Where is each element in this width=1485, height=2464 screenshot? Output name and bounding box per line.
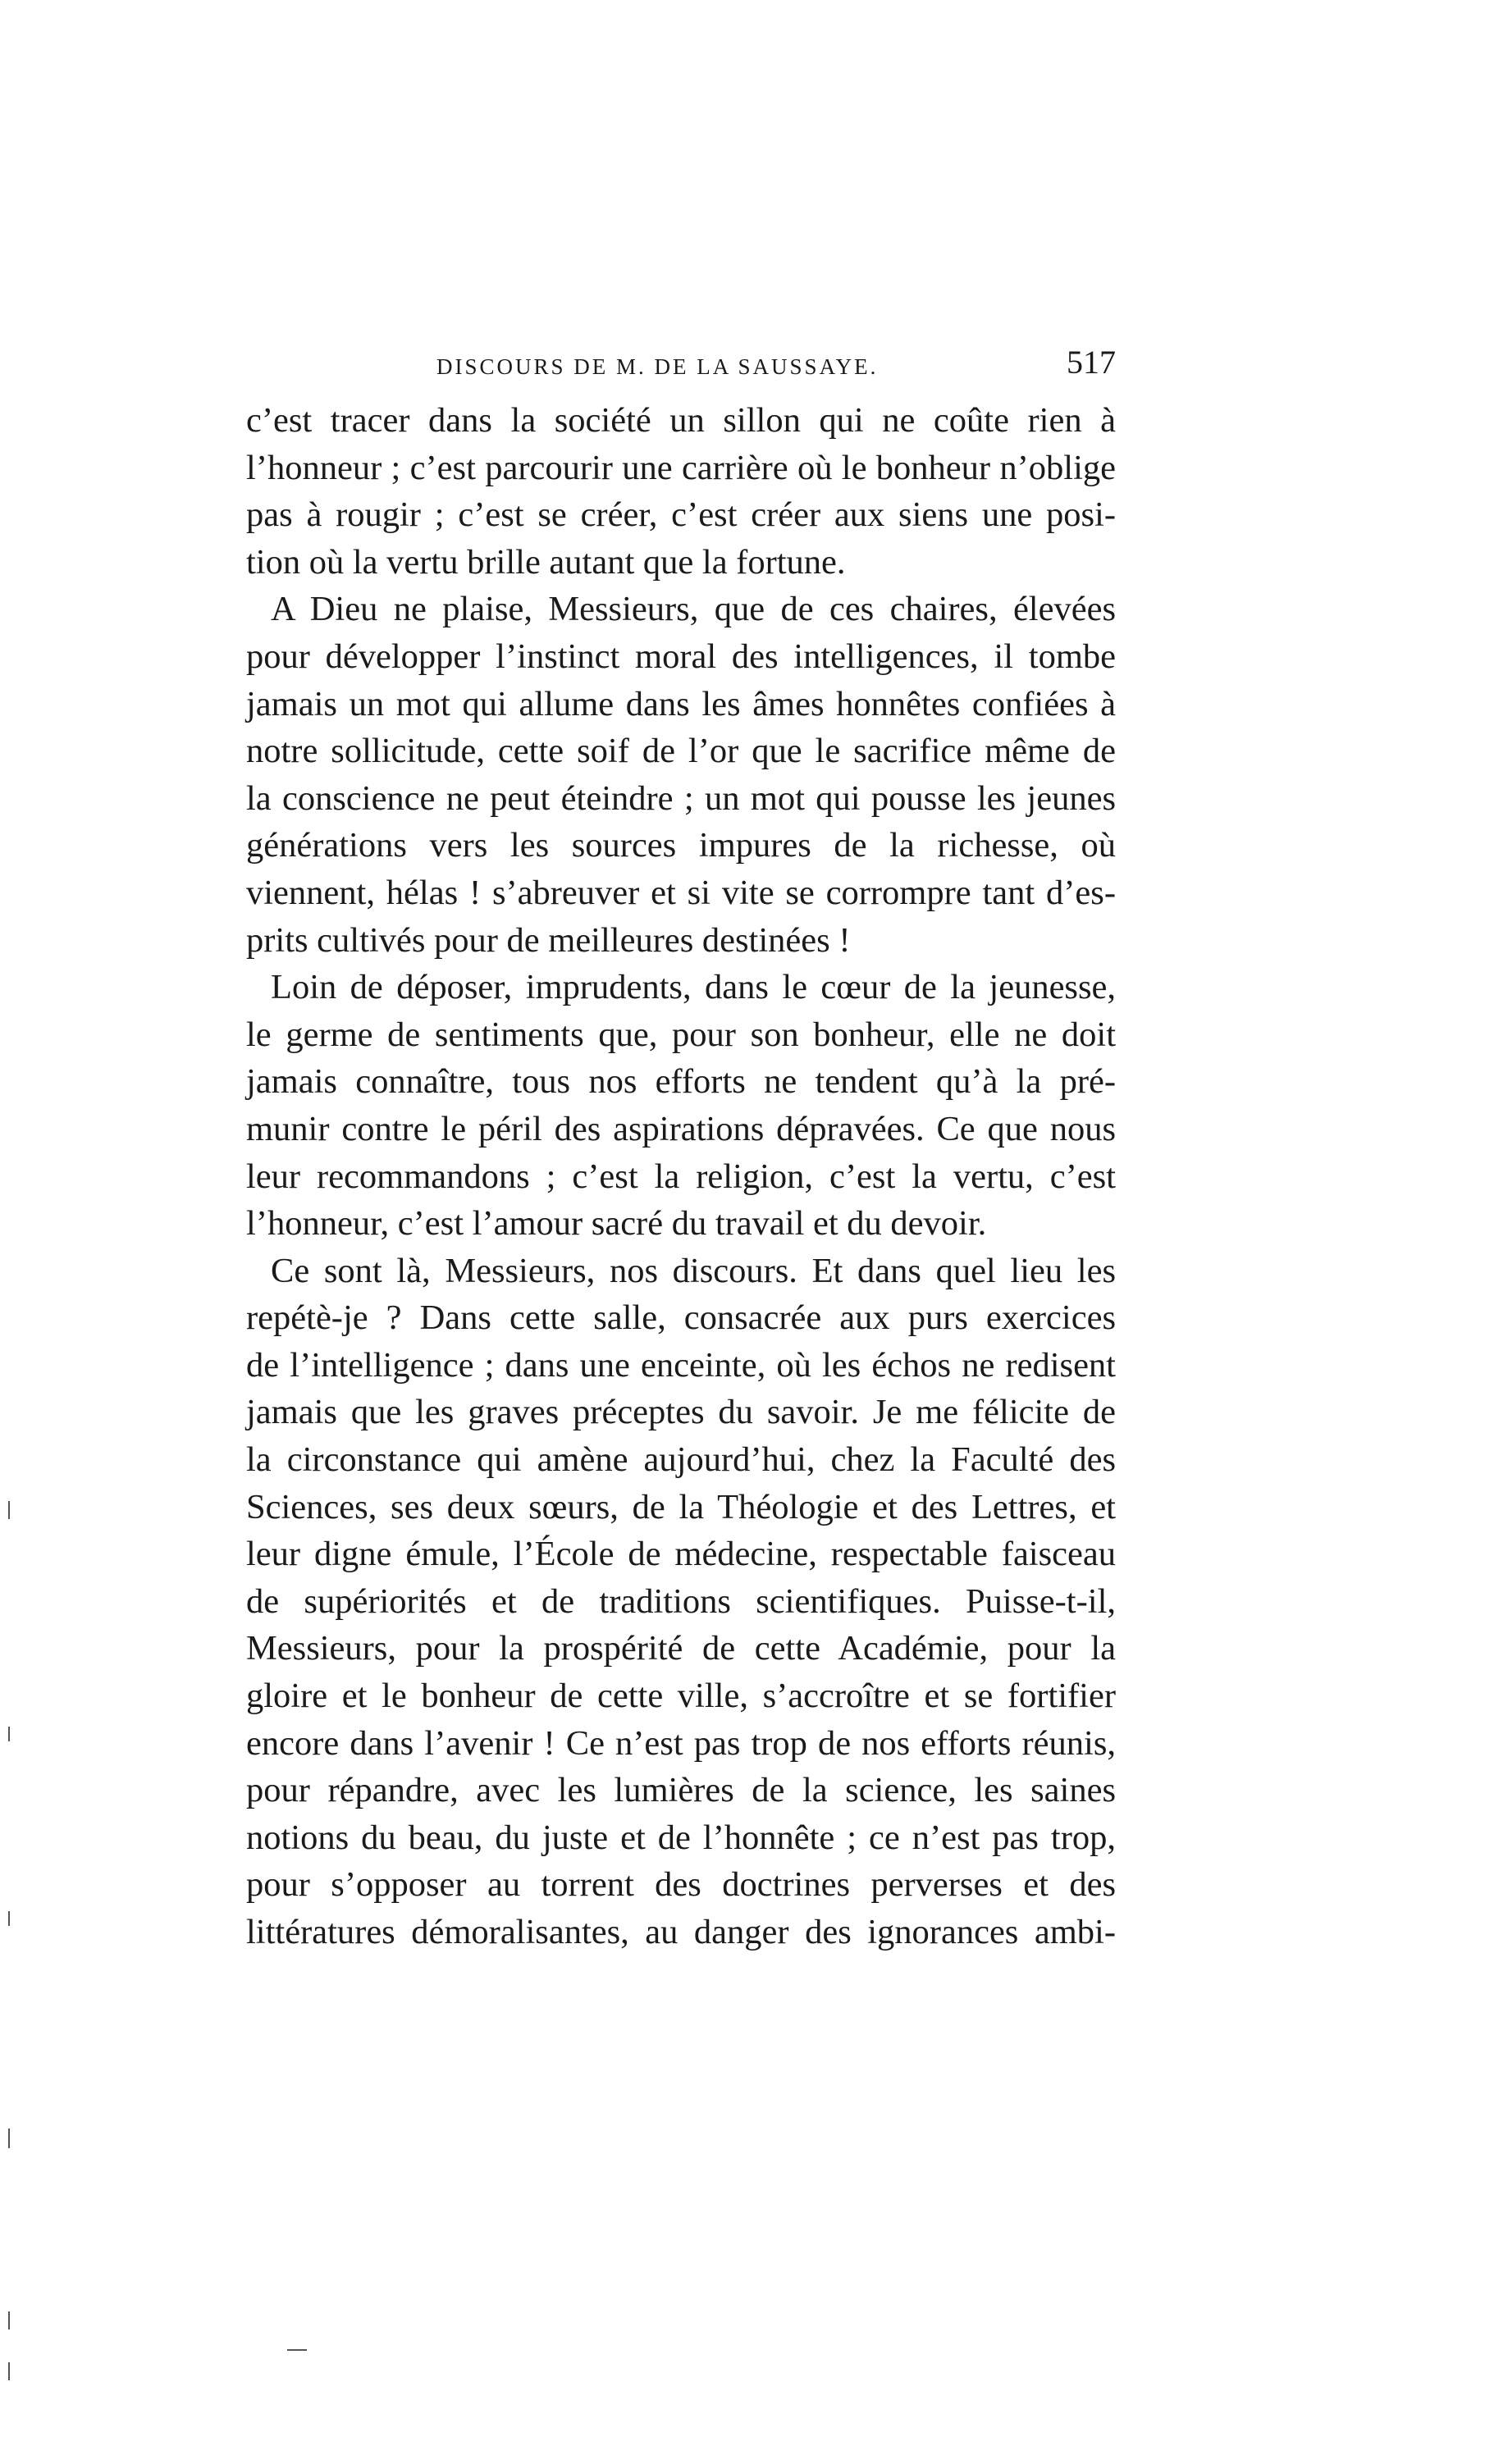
text-line: pour s’opposer au torrent des doctrines perverses et des xyxy=(246,1865,1116,1905)
text-line: jamais que les graves préceptes du savoir. Je me félicite de xyxy=(246,1393,1116,1432)
text-line: Messieurs, pour la prospérité de cette Académie, pour la xyxy=(246,1629,1116,1668)
page-number: 517 xyxy=(1067,344,1116,381)
text-line: de supériorités et de traditions scientifiques. Puisse-t-il, xyxy=(246,1581,1116,1621)
text-line: A Dieu ne plaise, Messieurs, que de ces chaires, élevées xyxy=(271,590,1116,629)
text-line: la circonstance qui amène aujourd’hui, chez la Faculté des xyxy=(246,1440,1116,1480)
text-line: jamais connaître, tous nos efforts ne tendent qu’à la pré- xyxy=(246,1062,1116,1102)
scan-artifact xyxy=(8,1727,10,1741)
text-line: c’est tracer dans la société un sillon qui ne coûte rien à xyxy=(246,401,1116,440)
text-line: pour développer l’instinct moral des intelligences, il tombe xyxy=(246,637,1116,676)
text-line: notre sollicitude, cette soif de l’or que le sacrifice même de xyxy=(246,732,1116,771)
text-line: leur digne émule, l’École de médecine, respectable faisceau xyxy=(246,1535,1116,1574)
text-line: l’honneur ; c’est parcourir une carrière où le bonheur n’oblige xyxy=(246,448,1116,487)
running-title: DISCOURS DE M. DE LA SAUSSAYE. xyxy=(436,354,879,379)
text-line: pas à rougir ; c’est se créer, c’est créer aux siens une posi- xyxy=(246,495,1116,535)
text-line: Sciences, ses deux sœurs, de la Théologie et des Lettres, et xyxy=(246,1487,1116,1526)
text-line: la conscience ne peut éteindre ; un mot qui pousse les jeunes xyxy=(246,778,1116,818)
text-line: de l’intelligence ; dans une enceinte, où les échos ne redisent xyxy=(246,1345,1116,1385)
text-line: littératures démoralisantes, au danger des ignorances ambi- xyxy=(246,1913,1116,1951)
text-line: notions du beau, du juste et de l’honnête ; ce n’est pas trop, xyxy=(246,1818,1116,1857)
page-header xyxy=(246,343,1116,392)
body-text xyxy=(246,397,1116,1956)
scan-artifact xyxy=(8,2311,10,2329)
text-line: prits cultivés pour de meilleures destinées ! xyxy=(246,920,851,960)
scan-artifact xyxy=(8,1501,10,1519)
scan-artifact xyxy=(287,2349,307,2351)
text-line: Loin de déposer, imprudents, dans le cœur de la jeunesse, xyxy=(271,968,1116,1007)
text-line: tion où la vertu brille autant que la fortune. xyxy=(246,542,846,582)
text-line: repétè-je ? Dans cette salle, consacrée aux purs exercices xyxy=(246,1298,1116,1338)
text-line: pour répandre, avec les lumières de la science, les saines xyxy=(246,1771,1116,1810)
text-line: jamais un mot qui allume dans les âmes honnêtes confiées à xyxy=(246,684,1116,723)
text-line: encore dans l’avenir ! Ce n’est pas trop de nos efforts réunis, xyxy=(246,1723,1116,1763)
text-line: gloire et le bonheur de cette ville, s’accroître et se fortifier xyxy=(246,1677,1116,1716)
text-line: générations vers les sources impures de la richesse, où xyxy=(246,826,1116,865)
text-line: leur recommandons ; c’est la religion, c’est la vertu, c’est xyxy=(246,1157,1116,1196)
text-line: viennent, hélas ! s’abreuver et si vite se corrompre tant d’es- xyxy=(246,873,1116,912)
scan-artifact xyxy=(8,2129,10,2148)
text-line: l’honneur, c’est l’amour sacré du travail et du devoir. xyxy=(246,1204,987,1243)
text-line: munir contre le péril des aspirations dépravées. Ce que nous xyxy=(246,1109,1116,1148)
text-line: le germe de sentiments que, pour son bonheur, elle ne doit xyxy=(246,1015,1116,1054)
scan-artifact xyxy=(8,1911,10,1926)
scan-artifact xyxy=(8,2362,10,2380)
text-line: Ce sont là, Messieurs, nos discours. Et dans quel lieu les xyxy=(271,1251,1116,1290)
